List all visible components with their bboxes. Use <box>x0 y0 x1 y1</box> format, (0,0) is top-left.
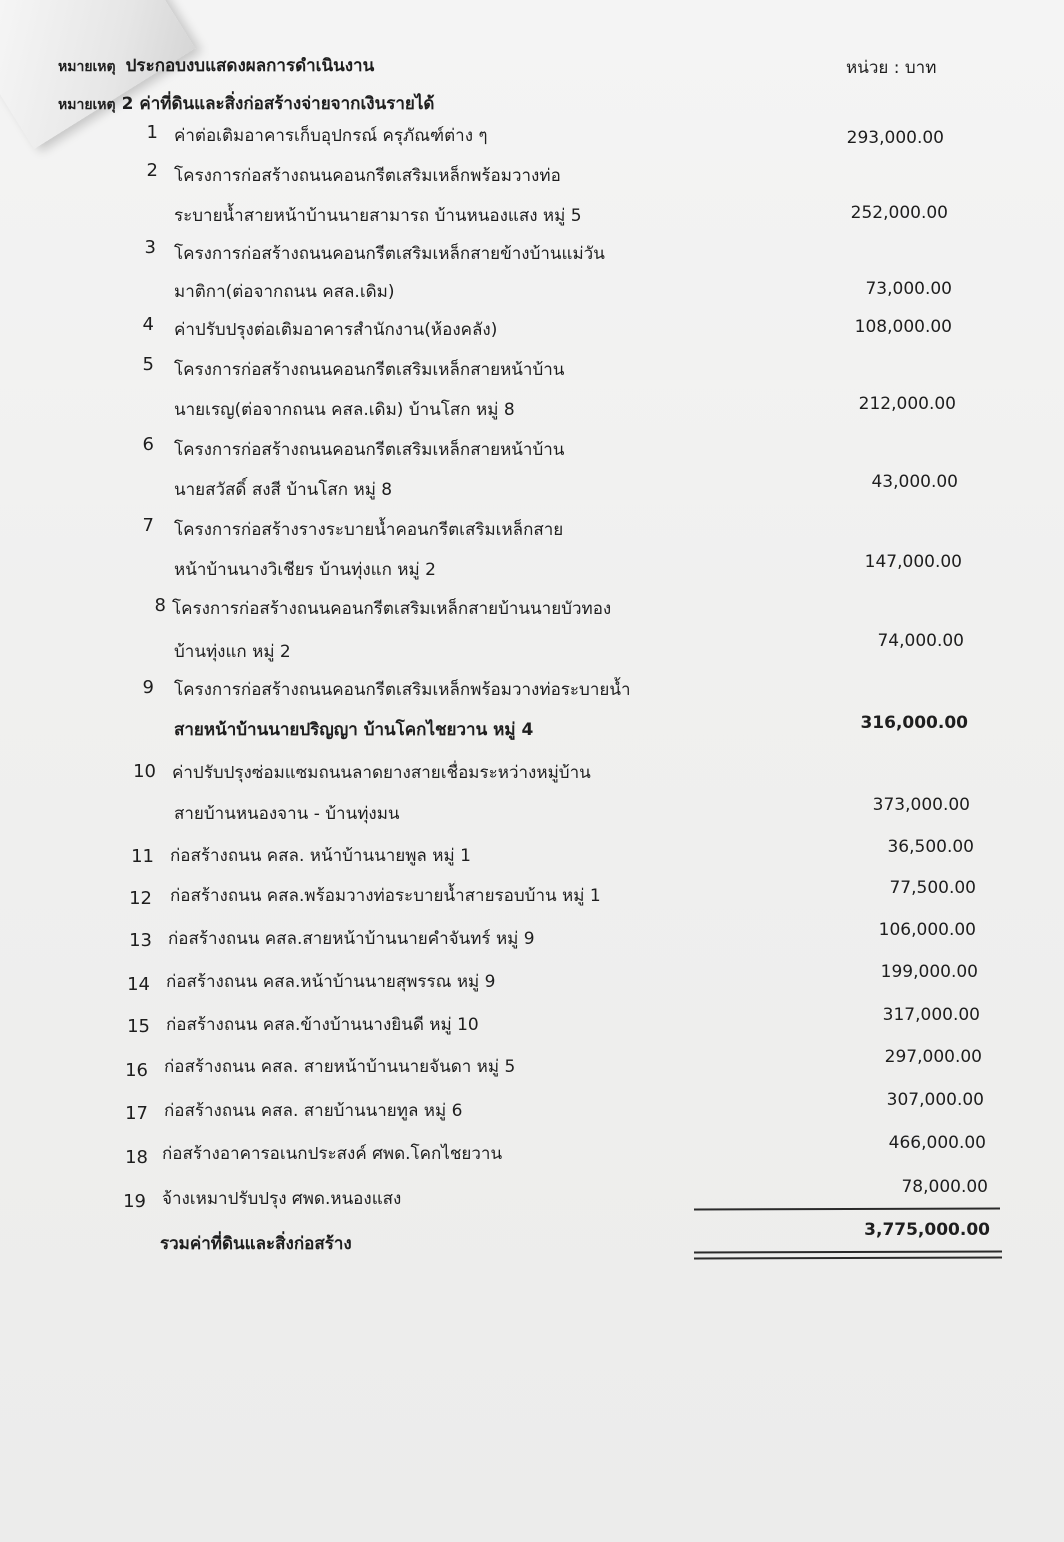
item-amount: 73,000.00 <box>865 279 952 299</box>
note-heading <box>58 52 374 79</box>
item-description: โครงการก่อสร้างถนนคอนกรีตเสริมเหล็กพร้อมวางท่อ <box>174 166 561 186</box>
item-number: 4 <box>142 314 154 335</box>
item-description: ก่อสร้างถนน คสล. สายหน้าบ้านนายจันดา หมู่ 5 <box>164 1057 516 1077</box>
item-description: โครงการก่อสร้างถนนคอนกรีตเสริมเหล็กสายหน้าบ้าน <box>174 360 565 380</box>
item-description-cont: นายเรญ(ต่อจากถนน คสล.เดิม) บ้านโสก หมู่ 8 <box>174 400 515 420</box>
item-number: 19 <box>123 1191 146 1212</box>
item-number: 17 <box>125 1103 148 1124</box>
item-amount: 43,000.00 <box>871 472 958 492</box>
item-number: 2 <box>146 160 158 181</box>
item-description: ก่อสร้างถนน คสล. สายบ้านนายทูล หมู่ 6 <box>164 1101 463 1121</box>
item-description: โครงการก่อสร้างถนนคอนกรีตเสริมเหล็กสายข้างบ้านแม่วัน <box>174 244 605 264</box>
item-amount: 108,000.00 <box>854 317 952 337</box>
item-amount: 106,000.00 <box>878 920 976 940</box>
unit-label: หน่วย : บาท <box>846 58 937 78</box>
item-description: จ้างเหมาปรับปรุง ศพด.หนองแสง <box>162 1189 402 1209</box>
note-label: หมายเหตุ <box>58 59 116 75</box>
item-description-cont: หน้าบ้านนางวิเชียร บ้านทุ่งแก หมู่ 2 <box>174 560 436 580</box>
item-description: โครงการก่อสร้างรางระบายน้ำคอนกรีตเสริมเหล็กสาย <box>174 520 564 540</box>
total-double-rule-top <box>694 1250 1002 1253</box>
item-number: 6 <box>142 434 154 455</box>
item-amount: 74,000.00 <box>877 631 964 651</box>
item-description-cont: บ้านทุ่งแก หมู่ 2 <box>174 642 291 662</box>
item-amount: 77,500.00 <box>889 878 976 898</box>
item-number: 14 <box>127 974 150 995</box>
subtotal-rule <box>694 1207 1000 1210</box>
item-number: 15 <box>127 1016 150 1037</box>
sub-title: 2 ค่าที่ดินและสิ่งก่อสร้างจ่ายจากเงินรายได้ <box>121 94 435 114</box>
item-description: ค่าปรับปรุงซ่อมแซมถนนลาดยางสายเชื่อมระหว่างหมู่บ้าน <box>172 763 591 783</box>
item-description-cont: สายหน้าบ้านนายปริญญา บ้านโคกไชยวาน หมู่ 4 <box>174 720 534 740</box>
item-description-cont: ระบายน้ำสายหน้าบ้านนายสามารถ บ้านหนองแสง หมู่ 5 <box>174 206 582 226</box>
total-amount: 3,775,000.00 <box>864 1220 990 1240</box>
item-number: 18 <box>125 1147 148 1168</box>
item-amount: 317,000.00 <box>882 1005 980 1025</box>
sub-heading <box>58 90 434 117</box>
item-amount: 316,000.00 <box>860 713 968 733</box>
sub-label: หมายเหตุ <box>58 97 116 113</box>
item-number: 1 <box>146 122 158 143</box>
item-amount: 36,500.00 <box>887 837 974 857</box>
item-amount: 373,000.00 <box>872 795 970 815</box>
item-description: ก่อสร้างอาคารอเนกประสงค์ ศพด.โคกไชยวาน <box>162 1144 503 1164</box>
item-number: 11 <box>131 846 154 867</box>
item-number: 3 <box>144 237 156 258</box>
item-description: โครงการก่อสร้างถนนคอนกรีตเสริมเหล็กสายบ้านนายบัวทอง <box>172 599 612 619</box>
item-description: ก่อสร้างถนน คสล.ข้างบ้านนางยินดี หมู่ 10 <box>166 1015 479 1035</box>
total-double-rule-bottom <box>694 1256 1002 1259</box>
item-number: 9 <box>142 677 154 698</box>
item-number: 5 <box>142 354 154 375</box>
item-description-cont: มาติกา(ต่อจากถนน คสล.เดิม) <box>174 282 395 302</box>
item-description-cont: นายสวัสดิ์ สงสี บ้านโสก หมู่ 8 <box>174 480 393 500</box>
item-description-cont: สายบ้านหนองจาน - บ้านทุ่งมน <box>174 804 400 824</box>
item-number: 16 <box>125 1060 148 1081</box>
item-number: 8 <box>154 595 166 616</box>
item-amount: 307,000.00 <box>886 1090 984 1110</box>
item-description: โครงการก่อสร้างถนนคอนกรีตเสริมเหล็กพร้อมวางท่อระบายน้ำ <box>174 680 631 700</box>
item-number: 13 <box>129 930 152 951</box>
item-amount: 199,000.00 <box>880 962 978 982</box>
item-description: ค่าต่อเติมอาคารเก็บอุปกรณ์ ครุภัณฑ์ต่าง ๆ <box>174 126 488 146</box>
item-description: ก่อสร้างถนน คสล.หน้าบ้านนายสุพรรณ หมู่ 9 <box>166 972 496 992</box>
item-description: ก่อสร้างถนน คสล.พร้อมวางท่อระบายน้ำสายรอบบ้าน หมู่ 1 <box>170 886 601 906</box>
total-label: รวมค่าที่ดินและสิ่งก่อสร้าง <box>160 1234 352 1254</box>
item-description: ก่อสร้างถนน คสล. หน้าบ้านนายพูล หมู่ 1 <box>170 846 471 866</box>
item-amount: 252,000.00 <box>850 203 948 223</box>
item-amount: 78,000.00 <box>901 1177 988 1197</box>
note-title: ประกอบงบแสดงผลการดำเนินงาน <box>125 56 375 76</box>
item-number: 7 <box>142 515 154 536</box>
item-number: 12 <box>129 888 152 909</box>
item-description: โครงการก่อสร้างถนนคอนกรีตเสริมเหล็กสายหน้าบ้าน <box>174 440 565 460</box>
item-amount: 212,000.00 <box>858 394 956 414</box>
item-amount: 293,000.00 <box>846 128 944 148</box>
item-amount: 466,000.00 <box>888 1133 986 1153</box>
item-description: ค่าปรับปรุงต่อเติมอาคารสำนักงาน(ห้องคลัง) <box>174 320 498 340</box>
item-amount: 147,000.00 <box>864 552 962 572</box>
item-amount: 297,000.00 <box>884 1047 982 1067</box>
item-number: 10 <box>133 761 156 782</box>
item-description: ก่อสร้างถนน คสล.สายหน้าบ้านนายคำจันทร์ หมู่ 9 <box>168 929 535 949</box>
